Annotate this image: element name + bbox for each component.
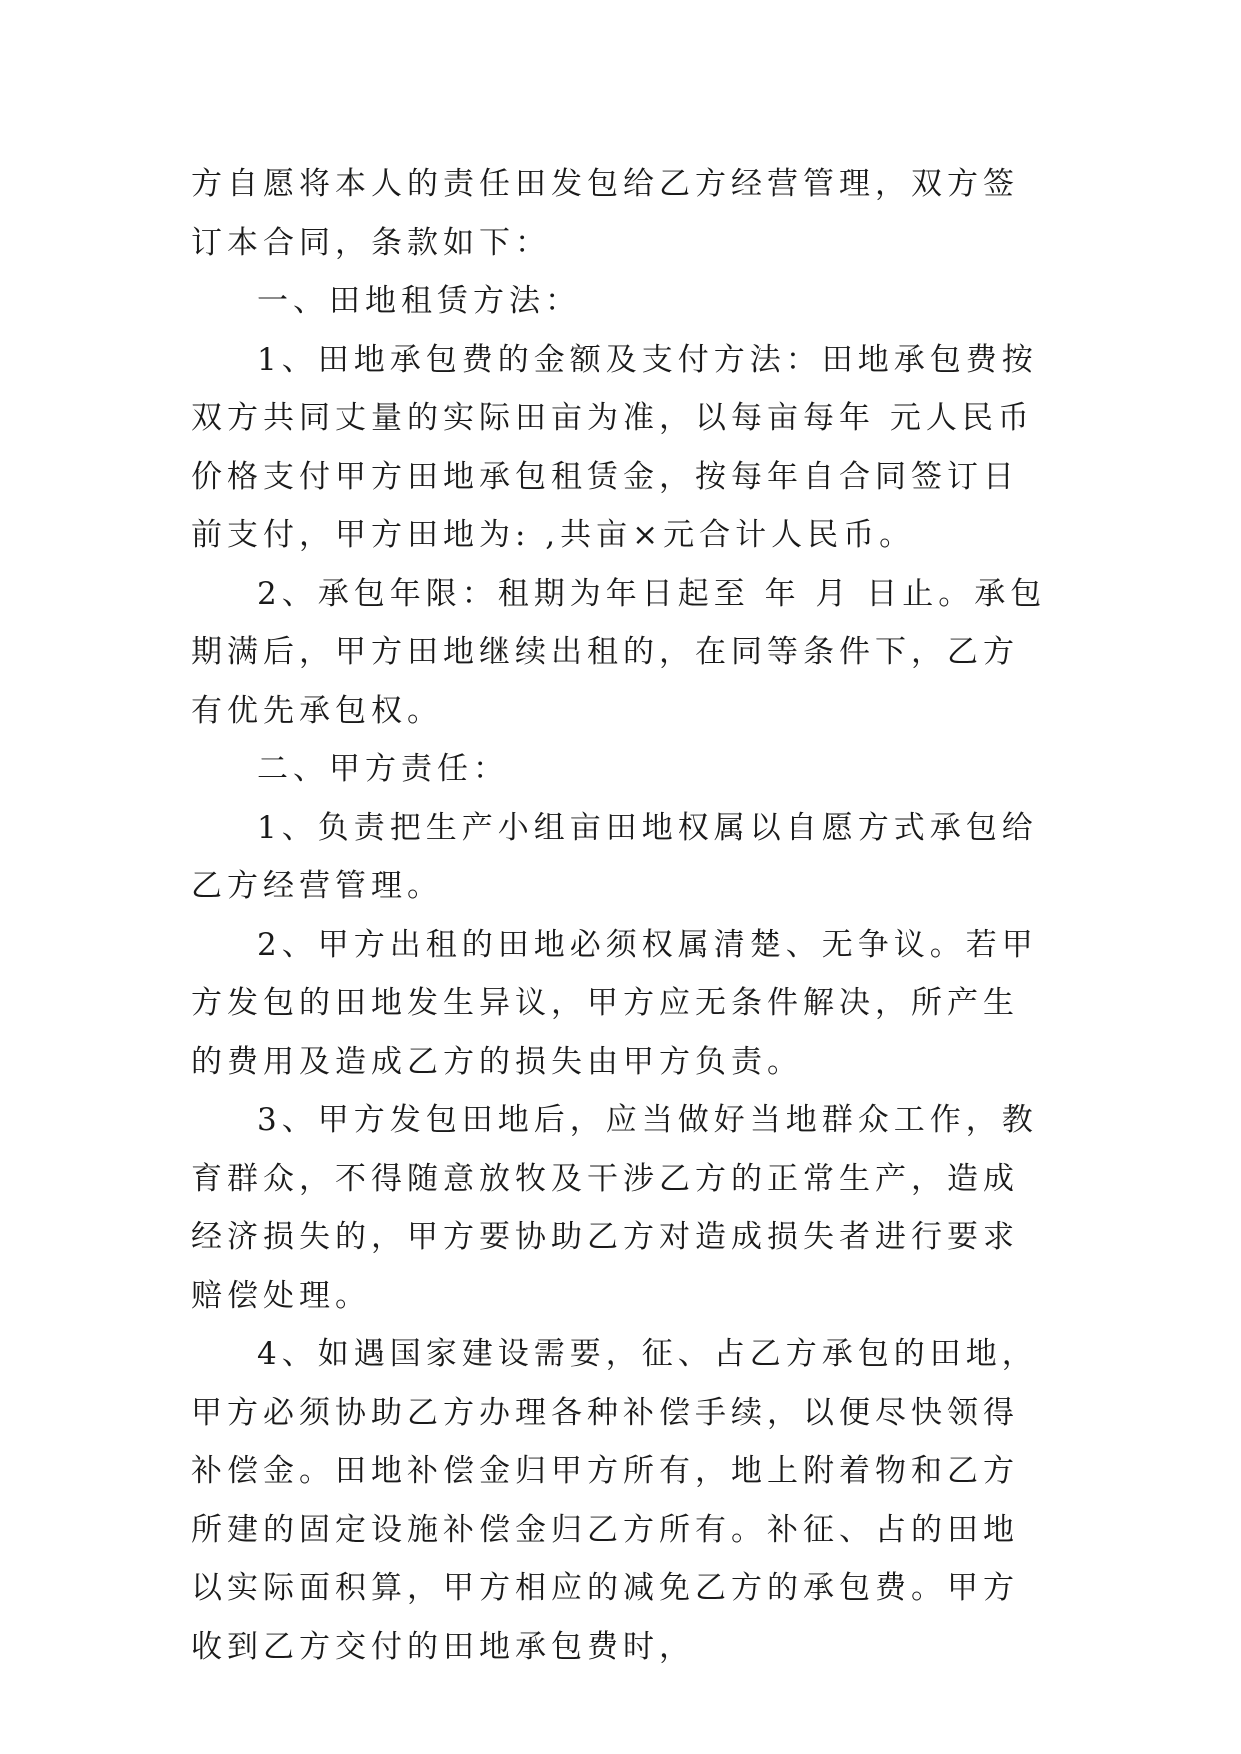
clause-fee-payment: 1、田地承包费的金额及支付方法：田地承包费按双方共同丈量的实际田亩为准，以每亩每年 元人民币价格支付甲方田地承包租赁金，按每年自合同签订日前支付，甲方田地为: ,共亩×元合计人民币。 — [191, 341, 1038, 553]
clause-lease-term: 2、承包年限：租期为年日起至 年 月 日止。承包期满后，甲方田地继续出租的，在同等条件下，乙方有优先承包权。 — [191, 575, 1047, 729]
document-body — [191, 155, 1051, 1676]
section-heading-party-a-duties: 二、甲方责任： — [257, 751, 509, 787]
paragraph-intro: 方自愿将本人的责任田发包给乙方经营管理，双方签订本合同，条款如下： — [191, 166, 1019, 261]
clause-duty-1: 1、负责把生产小组亩田地权属以自愿方式承包给乙方经营管理。 — [191, 809, 1038, 904]
clause-duty-4: 4、如遇国家建设需要，征、占乙方承包的田地，甲方必须协助乙方办理各种补偿手续，以便尽快领得补偿金。田地补偿金归甲方所有，地上附着物和乙方所建的固定设施补偿金归乙方所有。补征、占的田地以实际面积算，甲方相应的减免乙方的承包费。甲方收到乙方交付的田地承包费时， — [191, 1336, 1038, 1665]
clause-duty-3: 3、甲方发包田地后，应当做好当地群众工作，教育群众，不得随意放牧及干涉乙方的正常生产，造成经济损失的，甲方要协助乙方对造成损失者进行要求赔偿处理。 — [191, 1102, 1038, 1314]
section-heading-lease-method: 一、田地租赁方法： — [257, 283, 581, 319]
clause-duty-2: 2、甲方出租的田地必须权属清楚、无争议。若甲方发包的田地发生异议，甲方应无条件解决，所产生的费用及造成乙方的损失由甲方负责。 — [191, 926, 1038, 1080]
